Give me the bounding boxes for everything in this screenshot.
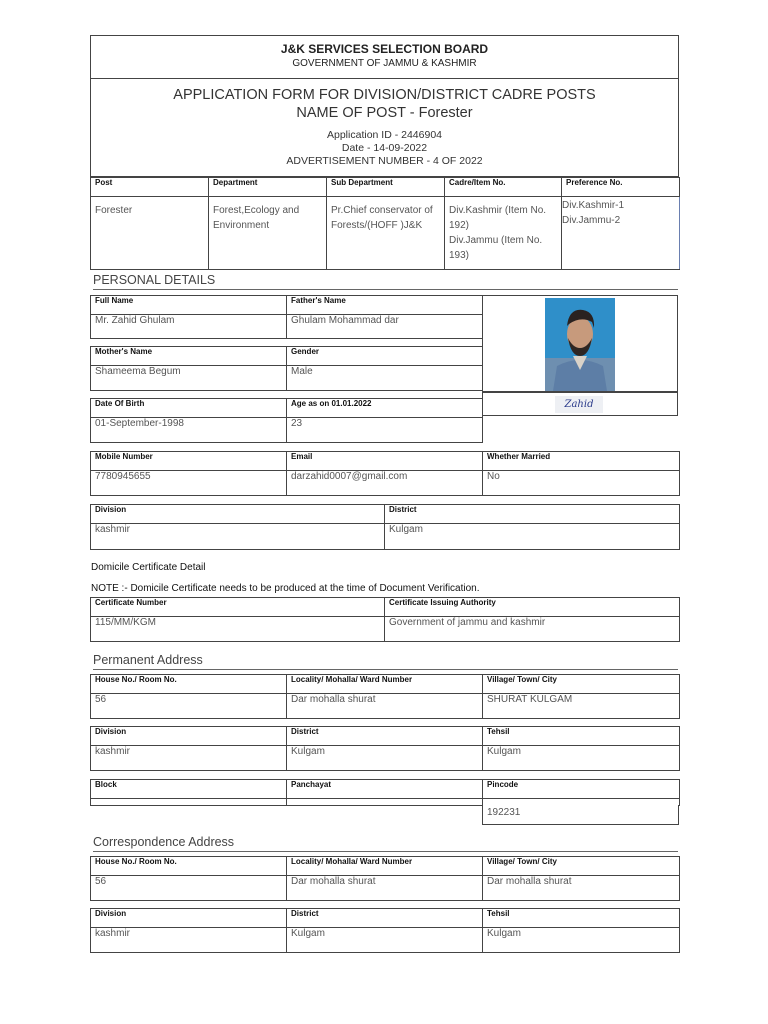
domicile-note: NOTE :- Domicile Certificate needs to be produced at the time of Document Verification. — [91, 583, 480, 594]
perm-panchayat-value — [287, 799, 483, 806]
department-value: Forest,Ecology and Environment — [209, 197, 327, 270]
corr-locality-value: Dar mohalla shurat — [287, 876, 483, 901]
personal-table-2 — [90, 346, 483, 391]
form-title: APPLICATION FORM FOR DIVISION/DISTRICT CADRE POSTS — [173, 87, 596, 103]
board-name: J&K SERVICES SELECTION BOARD — [280, 42, 489, 56]
personal-table-1 — [90, 295, 483, 339]
application-date: Date - 14-09-2022 — [341, 142, 428, 154]
contact-table — [90, 451, 680, 496]
government-name: GOVERNMENT OF JAMMU & KASHMIR — [292, 58, 477, 69]
corr-tehsil-label: Tehsil — [483, 909, 680, 928]
full-name-label: Full Name — [91, 296, 287, 315]
preference-1: Div.Kashmir-1 — [562, 200, 625, 211]
signature-frame — [482, 392, 678, 416]
perm-panchayat-label: Panchayat — [287, 780, 483, 799]
preference-2: Div.Jammu-2 — [562, 215, 621, 226]
mother-name-label: Mother's Name — [91, 347, 287, 366]
cadre-header: Cadre/Item No. — [445, 178, 562, 197]
cadre-value — [445, 197, 562, 270]
sub-department-value: Pr.Chief conservator of Forests/(HOFF )J&K — [327, 197, 445, 270]
district-value: Kulgam — [385, 524, 680, 550]
corr-village-label: Village/ Town/ City — [483, 857, 680, 876]
perm-tehsil-label: Tehsil — [483, 727, 680, 746]
personal-details-title: PERSONAL DETAILS — [93, 273, 678, 290]
photo-frame — [482, 295, 678, 392]
preference-value — [562, 197, 680, 270]
applicant-photo — [545, 298, 615, 391]
correspondence-table-1 — [90, 856, 680, 901]
corr-district-value: Kulgam — [287, 928, 483, 953]
perm-division-value: kashmir — [91, 746, 287, 771]
correspondence-table-2 — [90, 908, 680, 953]
gender-label: Gender — [287, 347, 483, 366]
signature: Zahid — [555, 396, 603, 413]
perm-district-value: Kulgam — [287, 746, 483, 771]
email-value: darzahid0007@gmail.com — [287, 471, 483, 496]
division-value: kashmir — [91, 524, 385, 550]
correspondence-address-title: Correspondence Address — [93, 835, 678, 852]
advertisement-number: ADVERTISEMENT NUMBER - 4 OF 2022 — [286, 155, 483, 167]
header-box — [90, 35, 679, 177]
certificate-authority-label: Certificate Issuing Authority — [385, 598, 680, 617]
certificate-number-label: Certificate Number — [91, 598, 385, 617]
perm-village-value: SHURAT KULGAM — [483, 694, 680, 719]
certificate-authority-value: Government of jammu and kashmir — [385, 617, 680, 642]
perm-pincode-value: 192231 — [487, 807, 521, 818]
married-label: Whether Married — [483, 452, 680, 471]
department-header: Department — [209, 178, 327, 197]
perm-locality-value: Dar mohalla shurat — [287, 694, 483, 719]
corr-division-label: Division — [91, 909, 287, 928]
corr-tehsil-value: Kulgam — [483, 928, 680, 953]
email-label: Email — [287, 452, 483, 471]
cadre-item-2: Div.Jammu (Item No. 193) — [449, 235, 543, 261]
post-name: NAME OF POST - Forester — [296, 105, 473, 121]
mobile-label: Mobile Number — [91, 452, 287, 471]
permanent-address-title: Permanent Address — [93, 653, 678, 670]
father-name-value: Ghulam Mohammad dar — [287, 315, 483, 339]
post-value: Forester — [91, 197, 209, 270]
age-value: 23 — [287, 418, 483, 443]
corr-division-value: kashmir — [91, 928, 287, 953]
district-label: District — [385, 505, 680, 524]
corr-house-value: 56 — [91, 876, 287, 901]
mother-name-value: Shameema Begum — [91, 366, 287, 391]
permanent-table-1 — [90, 674, 680, 719]
perm-pincode-label: Pincode — [483, 780, 680, 799]
perm-locality-label: Locality/ Mohalla/ Ward Number — [287, 675, 483, 694]
dob-value: 01-September-1998 — [91, 418, 287, 443]
pincode-box — [482, 805, 679, 825]
corr-locality-label: Locality/ Mohalla/ Ward Number — [287, 857, 483, 876]
post-header: Post — [91, 178, 209, 197]
perm-division-label: Division — [91, 727, 287, 746]
perm-block-label: Block — [91, 780, 287, 799]
domicile-title: Domicile Certificate Detail — [91, 562, 206, 573]
perm-house-value: 56 — [91, 694, 287, 719]
married-value: No — [483, 471, 680, 496]
full-name-value: Mr. Zahid Ghulam — [91, 315, 287, 339]
sub-department-header: Sub Department — [327, 178, 445, 197]
father-name-label: Father's Name — [287, 296, 483, 315]
perm-block-value — [91, 799, 287, 806]
personal-table-3 — [90, 398, 483, 443]
permanent-table-2 — [90, 726, 680, 771]
certificate-number-value: 115/MM/KGM — [91, 617, 385, 642]
perm-village-label: Village/ Town/ City — [483, 675, 680, 694]
post-table — [90, 177, 680, 270]
mobile-value: 7780945655 — [91, 471, 287, 496]
preference-header: Preference No. — [562, 178, 680, 197]
application-id: Application ID - 2446904 — [327, 129, 442, 141]
permanent-table-3 — [90, 779, 680, 806]
corr-village-value: Dar mohalla shurat — [483, 876, 680, 901]
division-label: Division — [91, 505, 385, 524]
age-label: Age as on 01.01.2022 — [287, 399, 483, 418]
dob-label: Date Of Birth — [91, 399, 287, 418]
header-divider — [91, 78, 678, 79]
corr-district-label: District — [287, 909, 483, 928]
perm-tehsil-value: Kulgam — [483, 746, 680, 771]
perm-house-label: House No./ Room No. — [91, 675, 287, 694]
division-table — [90, 504, 680, 550]
perm-district-label: District — [287, 727, 483, 746]
domicile-table — [90, 597, 680, 642]
gender-value: Male — [287, 366, 483, 391]
corr-house-label: House No./ Room No. — [91, 857, 287, 876]
cadre-item-1: Div.Kashmir (Item No. 192) — [449, 205, 547, 231]
